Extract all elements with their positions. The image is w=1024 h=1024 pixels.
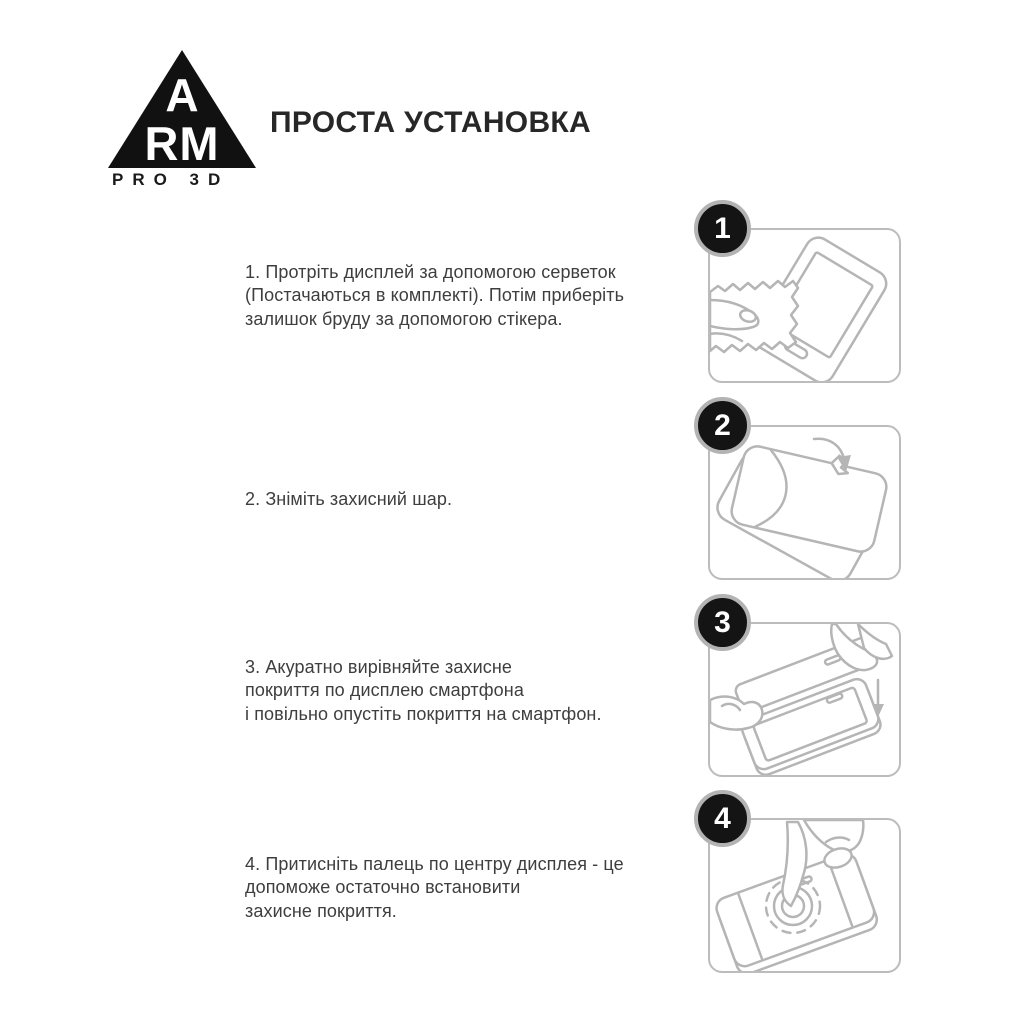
hand-palm [804,820,863,852]
peel-layer-illustration [710,427,899,578]
step-1-line-1: 1. Протріть дисплей за допомогою серветок [245,262,616,282]
align-protector-illustration [710,624,899,775]
step-1-text [245,261,715,331]
step-3-line-1: 3. Акуратно вирівняйте захисне [245,657,512,677]
step-3-number-badge: 3 [694,594,751,651]
step-4-number-badge: 4 [694,790,751,847]
step-3-line-3: і повільно опустіть покриття на смартфон. [245,703,602,724]
step-3-text [245,656,715,726]
left-hand-icon [710,697,762,730]
logo-letters-rm: RM [144,117,220,170]
step-4-line-1: 4. Притисніть палець по центру дисплея - це [245,854,624,874]
step-2-line-1: 2. Зніміть захисний шар. [245,489,453,509]
arm-pro-3d-logo-icon [106,48,258,170]
step-4-line-2: допоможе остаточно встановити [245,877,521,898]
page-title: ПРОСТА УСТАНОВКА [270,106,591,139]
step-1-line-3: залишок бруду за допомогою стікера. [245,308,563,329]
logo-subtitle: PRO 3D [112,170,230,189]
logo-letter-a: A [165,69,199,121]
step-2-text [245,488,715,511]
press-center-illustration [710,820,899,971]
step-1-number-badge: 1 [694,200,751,257]
step-4-text [245,853,715,923]
film-body [729,444,889,555]
step-4-line-3: захисне покриття. [245,900,397,921]
wipe-display-illustration [710,230,899,381]
step-1-line-2: (Постачаються в комплекті). Потім приберіть [245,285,625,306]
step-2-number-badge: 2 [694,397,751,454]
step-3-line-2: покриття по дисплею смартфона [245,680,524,701]
